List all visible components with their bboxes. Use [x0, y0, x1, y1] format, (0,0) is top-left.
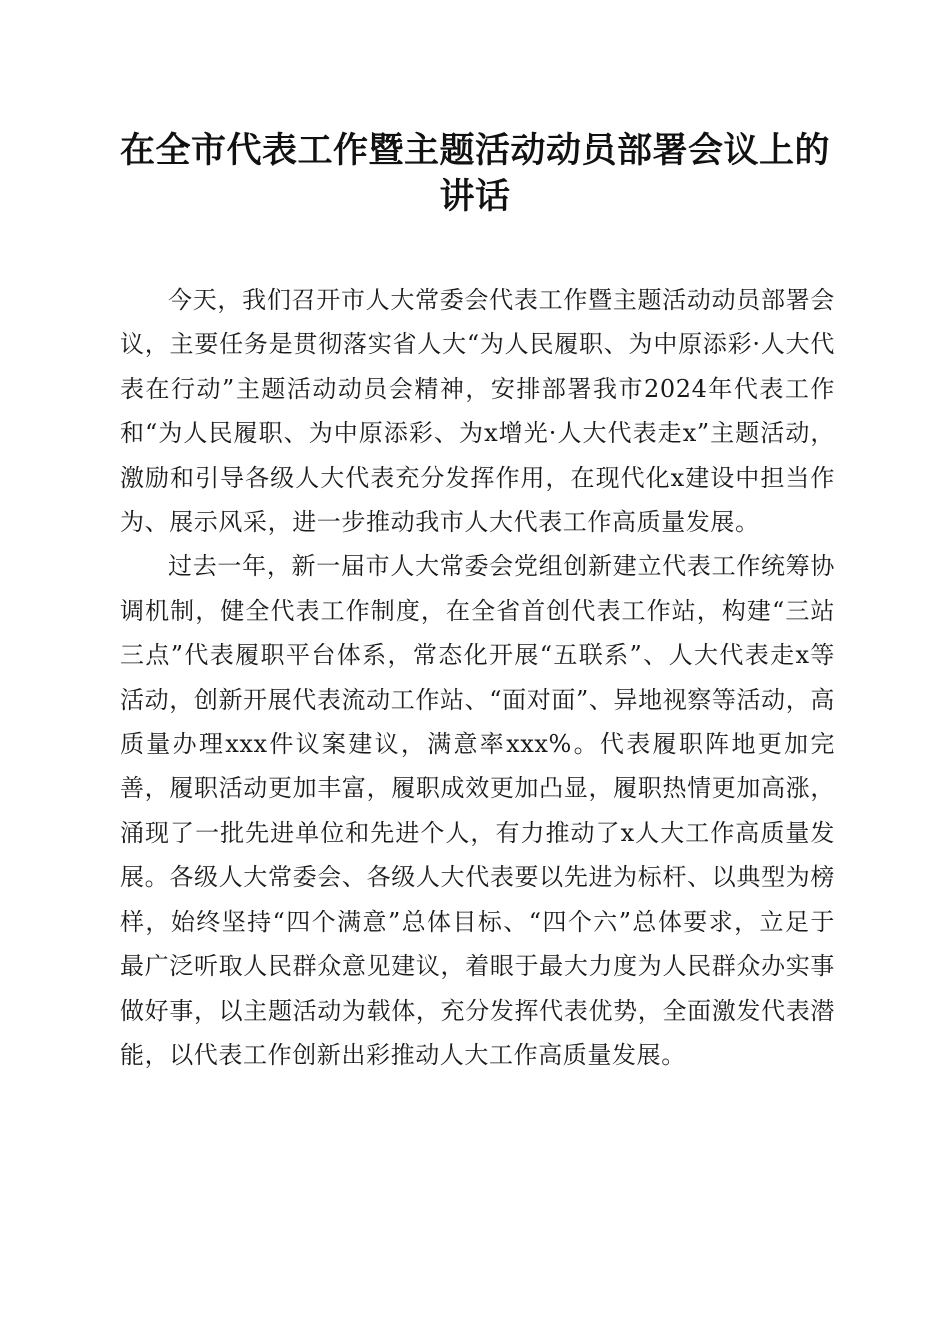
document-body [120, 278, 835, 1077]
title-line-1: 在全市代表工作暨主题活动动员部署会议上的 [119, 130, 830, 171]
document-title [100, 128, 850, 220]
paragraph-2: 过去一年，新一届市人大常委会党组创新建立代表工作统筹协调机制，健全代表工作制度，在全省首创代表工作站，构建“三站三点”代表履职平台体系，常态化开展“五联系”、人大代表走x等活动，创新开展代表流动工作站、“面对面”、异地视察等活动，高质量办理xxx件议案建议，满意率xxx%。代表履职阵地更加完善，履职活动更加丰富，履职成效更加凸显，履职热情更加高涨，涌现了一批先进单位和先进个人，有力推动了x人大工作高质量发展。各级人大常委会、各级人大代表要以先进为标杆、以典型为榜样，始终坚持“四个满意”总体目标、“四个六”总体要求，立足于最广泛听取人民群众意见建议，着眼于最大力度为人民群众办实事做好事，以主题活动为载体，充分发挥代表优势，全面激发代表潜能，以代表工作创新出彩推动人大工作高质量发展。 [120, 552, 835, 1069]
title-line-2: 讲话 [439, 176, 511, 217]
paragraph-1: 今天，我们召开市人大常委会代表工作暨主题活动动员部署会议，主要任务是贯彻落实省人大“为人民履职、为中原添彩·人大代表在行动”主题活动动员会精神，安排部署我市2024年代表工作和“为人民履职、为中原添彩、为x增光·人大代表走x”主题活动，激励和引导各级人大代表充分发挥作用，在现代化x建设中担当作为、展示风采，进一步推动我市人大代表工作高质量发展。 [120, 286, 835, 537]
